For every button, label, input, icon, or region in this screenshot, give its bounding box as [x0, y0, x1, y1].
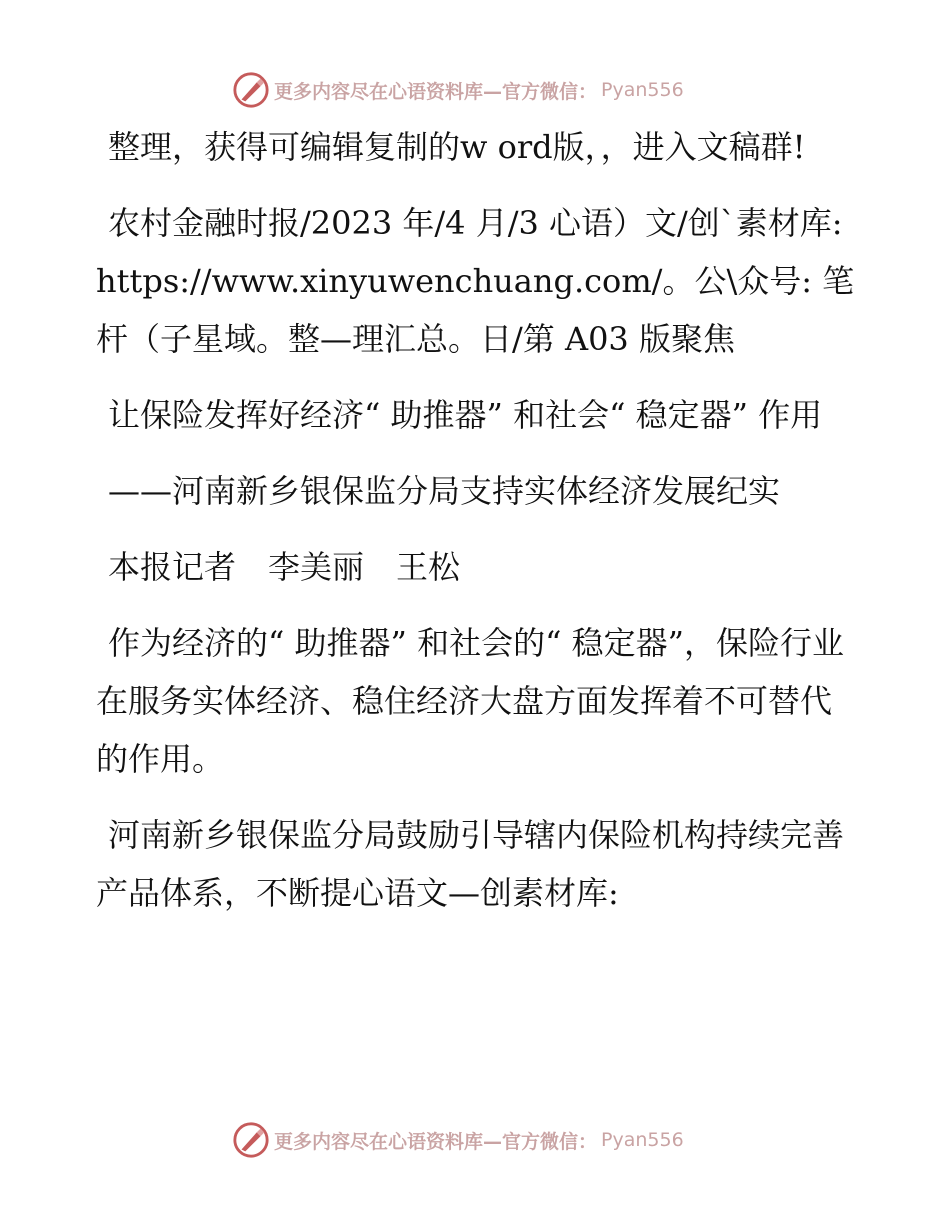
- watermark-text: 更多内容尽在心语资料库—官方微信：: [274, 80, 598, 103]
- watermark-banner-top: [232, 70, 712, 110]
- paragraph-body-1: 作为经济的“ 助推器” 和社会的“ 稳定器”，保险行业在服务实体经济、稳住经济大盘方面发挥着不可替代的作用。: [96, 624, 844, 778]
- article-byline: 本报记者 李美丽 王松: [108, 548, 461, 586]
- article-title: 让保险发挥好经济“ 助推器” 和社会“ 稳定器” 作用: [108, 396, 823, 434]
- paragraph-source: 农村金融时报/2023 年/4 月/3 心语）文/创`素材库: https://www.xinyuwenchuang.com/。公\众号: 笔杆（子星域。整—理汇总。日/第 A03 版聚焦: [96, 204, 855, 358]
- pen-logo-icon: [232, 71, 270, 109]
- watermark-banner-bottom: [232, 1120, 712, 1160]
- document-body: [96, 118, 856, 940]
- article-subtitle: ——河南新乡银保监分局支持实体经济发展纪实: [108, 472, 781, 510]
- pen-logo-icon: [232, 1121, 270, 1159]
- paragraph-intro: 整理，获得可编辑复制的w ord版，，进入文稿群!: [108, 128, 806, 166]
- watermark-text: 更多内容尽在心语资料库—官方微信：: [274, 1130, 598, 1153]
- watermark-wechat-id: Pyan556: [601, 1129, 684, 1151]
- paragraph-body-2: 河南新乡银保监分局鼓励引导辖内保险机构持续完善产品体系，不断提心语文—创素材库:: [96, 816, 845, 912]
- watermark-wechat-id: Pyan556: [601, 79, 684, 101]
